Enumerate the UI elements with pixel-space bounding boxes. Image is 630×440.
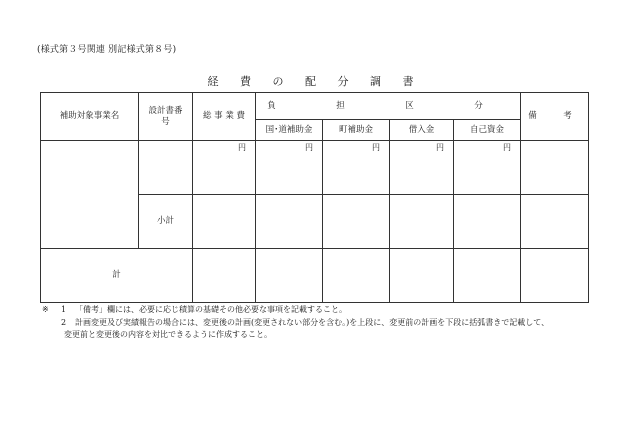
footnote-2-continuation: 変更前と変更後の内容を対比できるように作成すること。	[64, 330, 272, 339]
header-total-cost: 総 事 業 費	[193, 93, 256, 141]
footnote-2-text: 計画変更及び実績報告の場合には、変更後の計画(変更されない部分を含む。)を上段に、変更前の計画を下段に括弧書きで記載して、	[75, 317, 550, 327]
total-remarks-cell	[521, 249, 589, 303]
unit-yen-national: 円	[256, 141, 323, 195]
document-title: 経 費 の 配 分 調 書	[207, 75, 423, 88]
design-number-cell	[139, 141, 193, 195]
subtotal-loan-cell	[390, 195, 454, 249]
subtotal-own-cell	[454, 195, 521, 249]
project-name-cell	[41, 141, 139, 249]
total-national-cell	[256, 249, 323, 303]
header-own-funds: 自己資金	[454, 120, 521, 141]
header-burden-category: 負 担 区 分	[256, 93, 521, 120]
footnote-1	[42, 304, 549, 317]
footnote-1-text: 「備考」欄には、必要に応じ積算の基礎その他必要な事項を記載すること。	[75, 305, 347, 314]
unit-yen-total: 円	[193, 141, 256, 195]
header-design-number-line2: 号	[161, 116, 170, 127]
grand-total-label: 計	[41, 249, 193, 303]
header-design-number-line1: 設計書番	[148, 105, 183, 116]
subtotal-town-cell	[323, 195, 390, 249]
footnotes	[42, 304, 549, 342]
unit-yen-loan: 円	[390, 141, 454, 195]
header-remarks: 備 考	[521, 93, 589, 141]
subtotal-label: 小計	[139, 195, 193, 249]
subtotal-national-cell	[256, 195, 323, 249]
header-town-subsidy: 町補助金	[323, 120, 390, 141]
unit-yen-own: 円	[454, 141, 521, 195]
subtotal-remarks-cell	[521, 195, 589, 249]
total-town-cell	[323, 249, 390, 303]
footnote-2-number: 2	[61, 317, 67, 327]
total-own-cell	[454, 249, 521, 303]
footnote-mark: ※	[42, 305, 49, 314]
total-loan-cell	[390, 249, 454, 303]
header-project-name: 補助対象事業名	[41, 93, 139, 141]
header-design-number	[139, 93, 193, 141]
footnote-2	[42, 317, 549, 330]
form-number-label: (様式第３号関連 別記様式第８号)	[37, 45, 177, 55]
expense-allocation-table	[40, 92, 589, 303]
header-loan: 借入金	[390, 120, 454, 141]
subtotal-total-cell	[193, 195, 256, 249]
remarks-cell	[521, 141, 589, 195]
footnote-1-number: 1	[61, 305, 67, 314]
unit-yen-town: 円	[323, 141, 390, 195]
header-national-subsidy: 国･道補助金	[256, 120, 323, 141]
total-total-cell	[193, 249, 256, 303]
